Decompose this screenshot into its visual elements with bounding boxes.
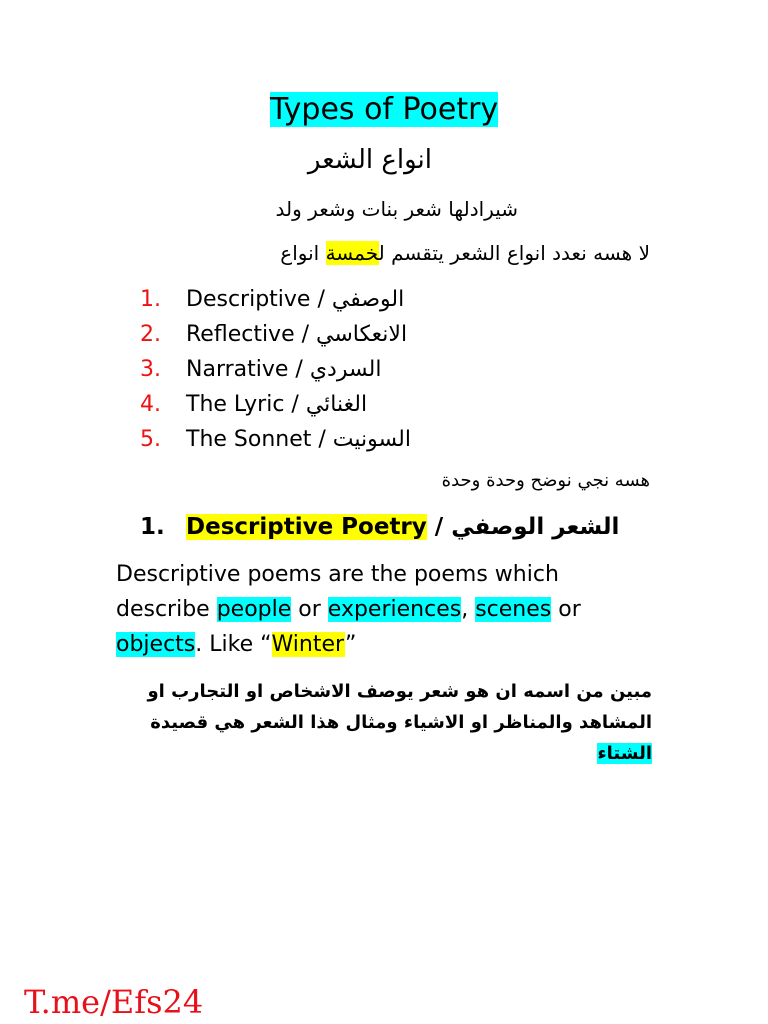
list-number: 2.	[140, 322, 161, 347]
desc-highlight: scenes	[475, 597, 552, 622]
type-en: Narrative	[186, 357, 289, 382]
list-number: 1.	[140, 287, 161, 312]
type-en: Descriptive	[186, 287, 311, 312]
type-en: The Lyric	[186, 392, 285, 417]
type-ar: الغنائي	[305, 392, 368, 417]
list-number: 5.	[140, 427, 161, 452]
type-ar: الوصفي	[331, 287, 405, 312]
section-title-en: Descriptive Poetry	[186, 514, 427, 540]
desc-highlight: experiences	[327, 597, 462, 622]
section-heading	[140, 508, 619, 546]
arabic-title: انواع الشعر	[307, 145, 432, 175]
type-en: The Sonnet	[186, 427, 312, 452]
section-title-ar: الشعر الوصفي	[451, 514, 620, 540]
description-paragraph	[116, 557, 636, 662]
arabic-explanation	[112, 676, 652, 769]
type-en: Reflective	[186, 322, 295, 347]
list-item: 2. Reflective / الانعكاسي	[140, 317, 411, 352]
list-item: 3. Narrative / السردي	[140, 352, 411, 387]
arabic-body-highlight: الشتاء	[597, 743, 652, 764]
arabic-intro-2	[280, 236, 650, 270]
arabic-intro-1: شيرادلها شعر بنات وشعر ولد	[275, 197, 518, 221]
footer-link[interactable]: T.me/Efs24	[24, 983, 204, 1021]
list-number: 3.	[140, 357, 161, 382]
desc-text: or	[551, 597, 581, 622]
desc-text: ”	[344, 632, 357, 657]
desc-text: . Like “	[195, 632, 272, 657]
poetry-types-list	[140, 282, 411, 457]
type-ar: السونيت	[332, 427, 411, 452]
list-item: 1. Descriptive / الوصفي	[140, 282, 411, 317]
list-number: 4.	[140, 392, 161, 417]
intro-2-highlight: خمسة	[325, 241, 379, 265]
intro-2-after: انواع	[280, 241, 326, 265]
arabic-body-text: مبين من اسمه ان هو شعر يوصف الاشخاص او التجارب او المشاهد والمناظر او الاشياء ومثال هذا الشعر هي قصيدة	[147, 681, 652, 733]
desc-text: or	[291, 597, 328, 622]
intro-2-before: لا هسه نعدد انواع الشعر يتقسم ل	[378, 241, 650, 265]
desc-text: ,	[461, 597, 476, 622]
list-item: 4. The Lyric / الغنائي	[140, 387, 411, 422]
page-title	[270, 90, 498, 130]
desc-text: Descriptive poems are the poems which describe	[116, 562, 559, 622]
type-ar: السردي	[309, 357, 382, 382]
desc-highlight: Winter	[271, 632, 345, 657]
arabic-next-note: هسه نجي نوضح وحدة وحدة	[441, 470, 650, 491]
desc-highlight: people	[216, 597, 292, 622]
list-item: 5. The Sonnet / السونيت	[140, 422, 411, 457]
page-title-text: Types of Poetry	[270, 92, 499, 127]
section-separator: /	[434, 514, 444, 540]
section-number: 1.	[140, 514, 165, 540]
desc-highlight: objects	[116, 632, 196, 657]
type-ar: الانعكاسي	[316, 322, 408, 347]
